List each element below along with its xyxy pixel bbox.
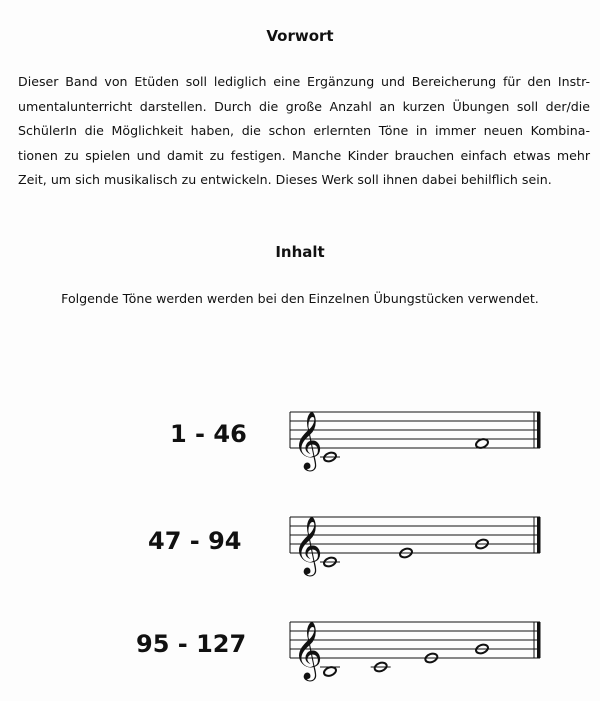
treble-clef-icon: 𝄞 (293, 621, 323, 679)
treble-clef-icon: 𝄞 (293, 516, 323, 574)
final-barline (537, 622, 541, 658)
contents-title: Inhalt (275, 243, 325, 261)
foreword-line: Dieser Band von Etüden soll lediglich eine Ergänzung und Bereicherung für den Instr- (18, 74, 590, 89)
foreword-title: Vorwort (266, 27, 334, 45)
foreword-line: Zeit, um sich musikalisch zu entwickeln. Dieses Werk soll ihnen dabei behilflich sein. (18, 172, 552, 188)
exercise-range: 1 - 46 (170, 420, 247, 448)
foreword-line: tionen zu spielen und damit zu festigen. Manche Kinder brauchen einfach etwas mehr (18, 147, 590, 163)
music-staff (286, 402, 546, 472)
foreword-line: umentalunterricht darstellen. Durch die große Anzahl an kurzen Übungen soll der/die (18, 98, 590, 114)
exercise-range: 95 - 127 (136, 630, 247, 658)
exercise-range: 47 - 94 (148, 527, 242, 555)
final-barline (537, 412, 541, 448)
foreword-line: SchülerIn die Möglichkeit haben, die schon erlernten Töne in immer neuen Kombina- (18, 123, 590, 139)
contents-intro: Folgende Töne werden werden bei den Einzelnen Übungstücken verwendet. (61, 291, 539, 306)
final-barline (537, 517, 541, 553)
foreword-paragraph (18, 70, 590, 193)
music-staff (286, 507, 546, 577)
treble-clef-icon: 𝄞 (293, 411, 323, 469)
music-staff (286, 612, 546, 682)
